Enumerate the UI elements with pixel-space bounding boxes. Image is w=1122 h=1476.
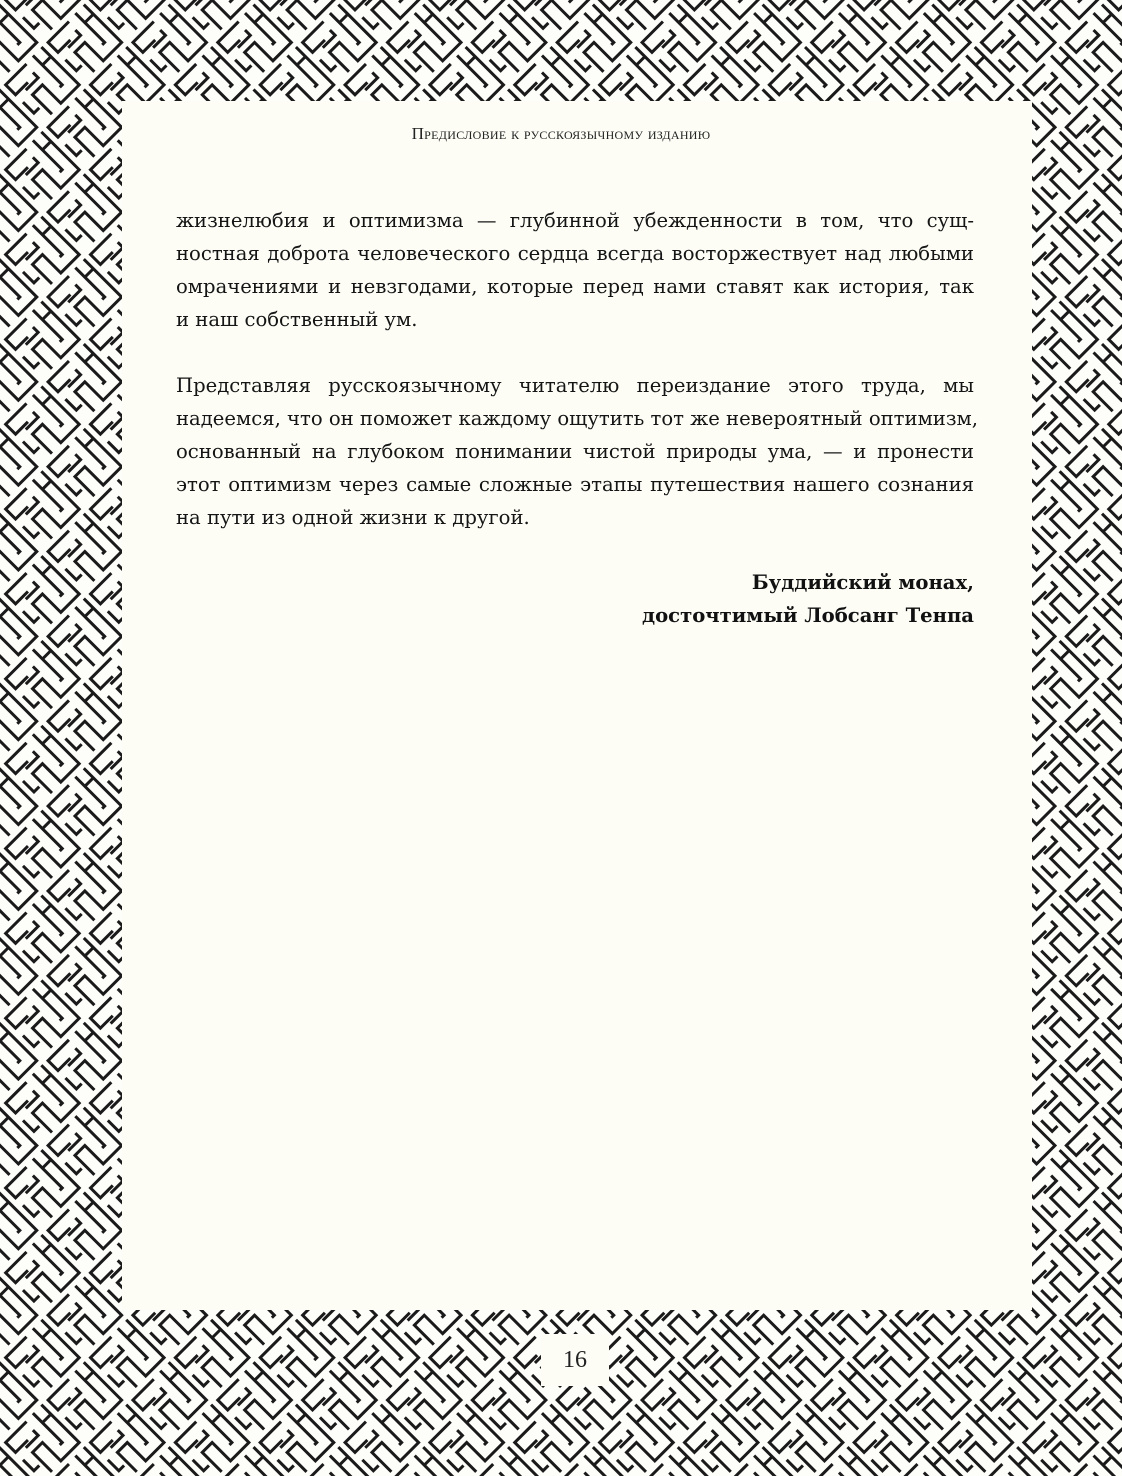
text-line: надеемся, что он поможет каждому ощутить тот же невероятный оптимизм, xyxy=(176,407,979,430)
page-number: 16 xyxy=(563,1346,587,1373)
signature-block xyxy=(642,566,974,632)
text-line: Представляя русскоязычному читателю переиздание этого труда, мы xyxy=(176,374,974,397)
text-line: ностная доброта человеческого сердца всегда восторжествует над любыми xyxy=(176,242,974,265)
signature-title: Буддийский монах, xyxy=(751,571,974,594)
text-line: и наш собственный ум. xyxy=(176,308,418,331)
text-line: на пути из одной жизни к другой. xyxy=(176,506,530,529)
text-line: жизнелюбия и оптимизма — глубинной убежденности в том, что сущ- xyxy=(176,209,974,232)
signature-name: досточтимый Лобсанг Тенпа xyxy=(642,604,974,627)
text-line: этот оптимизм через самые сложные этапы путешествия нашего сознания xyxy=(176,473,974,496)
text-line: основанный на глубоком понимании чистой природы ума, — и пронести xyxy=(176,440,974,463)
text-line: омрачениями и невзгодами, которые перед нами ставят как история, так xyxy=(176,275,974,298)
body-text xyxy=(176,204,979,534)
paragraph-gap xyxy=(176,336,974,369)
paragraph-1 xyxy=(176,204,974,336)
running-head: Предисловие к русскоязычному изданию xyxy=(411,124,711,143)
page-number-box xyxy=(541,1334,609,1386)
paragraph-2 xyxy=(176,369,979,534)
